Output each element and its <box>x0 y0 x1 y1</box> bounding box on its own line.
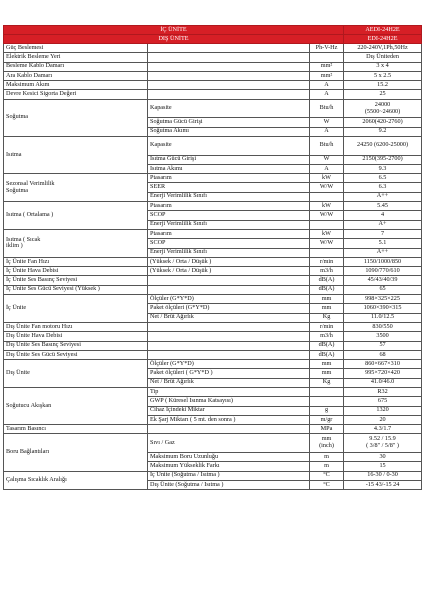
spec-group-label: Çalışma Sıcaklık Aralığı <box>4 471 148 490</box>
spec-row <box>4 90 422 99</box>
spec-sub-label <box>148 90 310 99</box>
spec-unit <box>310 248 344 257</box>
spec-table <box>3 25 422 490</box>
spec-sub-label: Enerji Verimlilik Sınıfı <box>148 220 310 229</box>
spec-row <box>4 202 422 211</box>
spec-unit: Kg <box>310 313 344 322</box>
spec-value: 5 x 2.5 <box>344 71 422 80</box>
spec-value: 25 <box>344 90 422 99</box>
spec-unit: Ph-V-Hz <box>310 44 344 53</box>
spec-value: 9.52 / 15.9 ( 3/8" / 5/8" ) <box>344 434 422 453</box>
spec-sub-label: SCOP <box>148 211 310 220</box>
spec-row <box>4 360 422 369</box>
spec-unit: °C <box>310 480 344 489</box>
spec-unit: Btu/h <box>310 136 344 155</box>
spec-group-label: İç Ünite Hava Debisi <box>4 267 148 276</box>
spec-sub-label: İç Ünite (Soğutma / Isıtma ) <box>148 471 310 480</box>
header-model-code: AEDI-24H2E <box>344 26 422 35</box>
spec-row <box>4 322 422 331</box>
spec-unit: W/W <box>310 183 344 192</box>
spec-unit: kW <box>310 229 344 238</box>
spec-value: 24250 (6200-25000) <box>344 136 422 155</box>
spec-value: 1060×390×315 <box>344 304 422 313</box>
spec-sub-label <box>148 81 310 90</box>
spec-sub-label: Ek Şarj Miktarı ( 5 mt. den sonra ) <box>148 415 310 424</box>
spec-unit: mm <box>310 369 344 378</box>
spec-unit: g <box>310 406 344 415</box>
spec-value: 45/43/40/39 <box>344 276 422 285</box>
spec-value: 830/550 <box>344 322 422 331</box>
spec-unit: Btu/h <box>310 99 344 118</box>
spec-value: A++ <box>344 192 422 201</box>
spec-unit <box>310 192 344 201</box>
spec-sub-label: SEER <box>148 183 310 192</box>
spec-value: 16-30 / 0-30 <box>344 471 422 480</box>
spec-group-label: Soğutma <box>4 99 148 136</box>
spec-sub-label <box>148 44 310 53</box>
spec-row <box>4 276 422 285</box>
spec-sub-label: Sıvı / Gaz <box>148 434 310 453</box>
spec-unit: mm <box>310 304 344 313</box>
spec-value: 7 <box>344 229 422 238</box>
spec-sub-label: Paket ölçüleri ( G*Y*D ) <box>148 369 310 378</box>
spec-value: 3 x 4 <box>344 62 422 71</box>
spec-value: 1150/1000/850 <box>344 257 422 266</box>
spec-value: 15.2 <box>344 81 422 90</box>
spec-row <box>4 53 422 62</box>
spec-sub-label: Soğutma Gücü Girişi <box>148 118 310 127</box>
spec-unit: W <box>310 155 344 164</box>
spec-value: Dış Üniteden <box>344 53 422 62</box>
spec-group-label: Isıtma ( Ortalama ) <box>4 202 148 230</box>
spec-unit: mm² <box>310 71 344 80</box>
spec-sub-label <box>148 332 310 341</box>
spec-value: 68 <box>344 350 422 359</box>
spec-group-label: Maksimum Akım <box>4 81 148 90</box>
spec-unit: dB(A) <box>310 350 344 359</box>
spec-group-label: Ara Kablo Damarı <box>4 71 148 80</box>
header-unit-label: İÇ ÜNİTE <box>4 26 344 35</box>
spec-sub-label: GWP ( Küresel Isınma Katsayısı) <box>148 397 310 406</box>
spec-group-label: Dış Ünite <box>4 360 148 388</box>
spec-unit: Kg <box>310 378 344 387</box>
spec-sub-label: Net / Brüt Ağırlık <box>148 313 310 322</box>
spec-sub-label <box>148 322 310 331</box>
spec-value: R32 <box>344 387 422 396</box>
header-row <box>4 26 422 35</box>
spec-unit: r/min <box>310 257 344 266</box>
spec-unit: kW <box>310 174 344 183</box>
spec-sub-label: Ölçüler (G*Y*D) <box>148 360 310 369</box>
spec-group-label: İç Ünite Ses Basınç Seviyesi <box>4 276 148 285</box>
spec-row <box>4 62 422 71</box>
spec-row <box>4 44 422 53</box>
spec-sub-label: Maksimum Boru Uzunluğu <box>148 453 310 462</box>
spec-value: A+ <box>344 220 422 229</box>
spec-value: 995×720×420 <box>344 369 422 378</box>
spec-unit: °C <box>310 471 344 480</box>
spec-sub-label <box>148 285 310 294</box>
spec-group-label: Soğutucu Akışkan <box>4 387 148 424</box>
spec-unit: W <box>310 118 344 127</box>
spec-sub-label: (Yüksek / Orta / Düşük ) <box>148 257 310 266</box>
spec-row <box>4 174 422 183</box>
spec-group-label: Tasarım Basıncı <box>4 425 148 434</box>
spec-sub-label: Enerji Verimlilik Sınıfı <box>148 248 310 257</box>
spec-sub-label <box>148 71 310 80</box>
spec-sub-label <box>148 341 310 350</box>
spec-group-label: Dış Ünite Hava Debisi <box>4 332 148 341</box>
spec-sub-label: Isıtma Gücü Girişi <box>148 155 310 164</box>
spec-sub-label: Tip <box>148 387 310 396</box>
spec-unit: A <box>310 90 344 99</box>
header-model-code: EDI-24H2E <box>344 35 422 44</box>
spec-sub-label: Isıtma Akımı <box>148 164 310 173</box>
spec-sub-label: Ptasarım <box>148 174 310 183</box>
spec-value: 65 <box>344 285 422 294</box>
spec-group-label: Güç Beslemesi <box>4 44 148 53</box>
spec-row <box>4 285 422 294</box>
spec-value: A++ <box>344 248 422 257</box>
spec-group-label: İç Ünite <box>4 295 148 323</box>
spec-row <box>4 71 422 80</box>
spec-sub-label: Soğutma Akımı <box>148 127 310 136</box>
spec-sub-label: Kapasite <box>148 99 310 118</box>
spec-unit: A <box>310 127 344 136</box>
spec-unit: A <box>310 164 344 173</box>
spec-sub-label: Net / Brüt Ağırlık <box>148 378 310 387</box>
spec-value: 9.3 <box>344 164 422 173</box>
spec-unit: m <box>310 462 344 471</box>
spec-sub-label: Ptasarım <box>148 229 310 238</box>
spec-row <box>4 257 422 266</box>
spec-value: -15 43/-15 24 <box>344 480 422 489</box>
spec-value: 5.1 <box>344 239 422 248</box>
spec-unit: mm <box>310 360 344 369</box>
spec-unit: mm² <box>310 62 344 71</box>
spec-group-label: Besleme Kablo Damarı <box>4 62 148 71</box>
spec-value: 220-240V,1Ph,50Hz <box>344 44 422 53</box>
spec-sub-label: Paket ölçüleri (G*Y*D) <box>148 304 310 313</box>
spec-sub-label: Ölçüler (G*Y*D) <box>148 295 310 304</box>
spec-sub-label <box>148 53 310 62</box>
spec-value: 998×325×225 <box>344 295 422 304</box>
spec-group-label: İç Ünite Ses Gücü Seviyesi (Yüksek ) <box>4 285 148 294</box>
spec-value: 3500 <box>344 332 422 341</box>
spec-sub-label: Maksimum Yükseklik Farkı <box>148 462 310 471</box>
spec-unit <box>310 387 344 396</box>
spec-value: 30 <box>344 453 422 462</box>
spec-value: 1090/770/610 <box>344 267 422 276</box>
spec-row <box>4 425 422 434</box>
spec-row <box>4 471 422 480</box>
spec-unit: m/gr <box>310 415 344 424</box>
header-row <box>4 35 422 44</box>
spec-unit: m <box>310 453 344 462</box>
spec-row <box>4 434 422 453</box>
spec-sub-label: Dış Ünite (Soğutma / Isıtma ) <box>148 480 310 489</box>
spec-sub-label <box>148 350 310 359</box>
spec-unit <box>310 53 344 62</box>
spec-group-label: Dış Ünite Ses Basınç Seviyesi <box>4 341 148 350</box>
spec-value: 1320 <box>344 406 422 415</box>
spec-group-label: Dış Ünite Fan motoru Hızı <box>4 322 148 331</box>
spec-group-label: Boru Bağlantıları <box>4 434 148 471</box>
spec-value: 11.0/12.5 <box>344 313 422 322</box>
spec-row <box>4 332 422 341</box>
spec-unit: W/W <box>310 239 344 248</box>
spec-unit: dB(A) <box>310 285 344 294</box>
spec-sub-label: Ptasarım <box>148 202 310 211</box>
header-unit-label: DIŞ ÜNİTE <box>4 35 344 44</box>
spec-sub-label: Cihaz İçindeki Miktar <box>148 406 310 415</box>
spec-unit: mm <box>310 295 344 304</box>
spec-row <box>4 81 422 90</box>
spec-value: 860×667×310 <box>344 360 422 369</box>
spec-sub-label: SCOP <box>148 239 310 248</box>
spec-unit: m3/h <box>310 332 344 341</box>
spec-value: 57 <box>344 341 422 350</box>
spec-value: 2060(420-2760) <box>344 118 422 127</box>
spec-sub-label: (Yüksek / Orta / Düşük ) <box>148 267 310 276</box>
spec-sub-label: Enerji Verimlilik Sınıfı <box>148 192 310 201</box>
spec-unit: kW <box>310 202 344 211</box>
spec-sub-label: Kapasite <box>148 136 310 155</box>
spec-unit: m3/h <box>310 267 344 276</box>
spec-sub-label <box>148 425 310 434</box>
spec-sub-label <box>148 276 310 285</box>
spec-group-label: Devre Kesici Sigorta Değeri <box>4 90 148 99</box>
spec-value: 6.3 <box>344 183 422 192</box>
spec-row <box>4 229 422 238</box>
spec-row <box>4 350 422 359</box>
spec-unit: dB(A) <box>310 341 344 350</box>
spec-value: 20 <box>344 415 422 424</box>
spec-value: 41.0/46.0 <box>344 378 422 387</box>
spec-sub-label <box>148 62 310 71</box>
spec-row <box>4 99 422 118</box>
spec-value: 6.5 <box>344 174 422 183</box>
spec-value: 4.3/1.7 <box>344 425 422 434</box>
spec-value: 5.45 <box>344 202 422 211</box>
spec-value: 675 <box>344 397 422 406</box>
spec-unit: mm (inch) <box>310 434 344 453</box>
spec-value: 24000 (5500~24600) <box>344 99 422 118</box>
spec-value: 4 <box>344 211 422 220</box>
spec-group-label: Sezonsal Verimlilik Soğutma <box>4 174 148 202</box>
spec-row <box>4 136 422 155</box>
spec-row <box>4 295 422 304</box>
spec-unit: dB(A) <box>310 276 344 285</box>
spec-unit: W/W <box>310 211 344 220</box>
spec-group-label: İç Ünite Fan Hızı <box>4 257 148 266</box>
spec-unit: MPa <box>310 425 344 434</box>
spec-unit: A <box>310 81 344 90</box>
spec-group-label: Dış Ünite Ses Gücü Seviyesi <box>4 350 148 359</box>
spec-unit <box>310 220 344 229</box>
spec-group-label: Elektrik Besleme Yeri <box>4 53 148 62</box>
spec-row <box>4 267 422 276</box>
spec-value: 9.2 <box>344 127 422 136</box>
spec-value: 15 <box>344 462 422 471</box>
spec-group-label: Isıtma <box>4 136 148 173</box>
spec-value: 2150(395-2700) <box>344 155 422 164</box>
spec-row <box>4 341 422 350</box>
spec-row <box>4 387 422 396</box>
spec-unit <box>310 397 344 406</box>
spec-unit: r/min <box>310 322 344 331</box>
spec-group-label: Isıtma ( Sıcak iklim ) <box>4 229 148 257</box>
